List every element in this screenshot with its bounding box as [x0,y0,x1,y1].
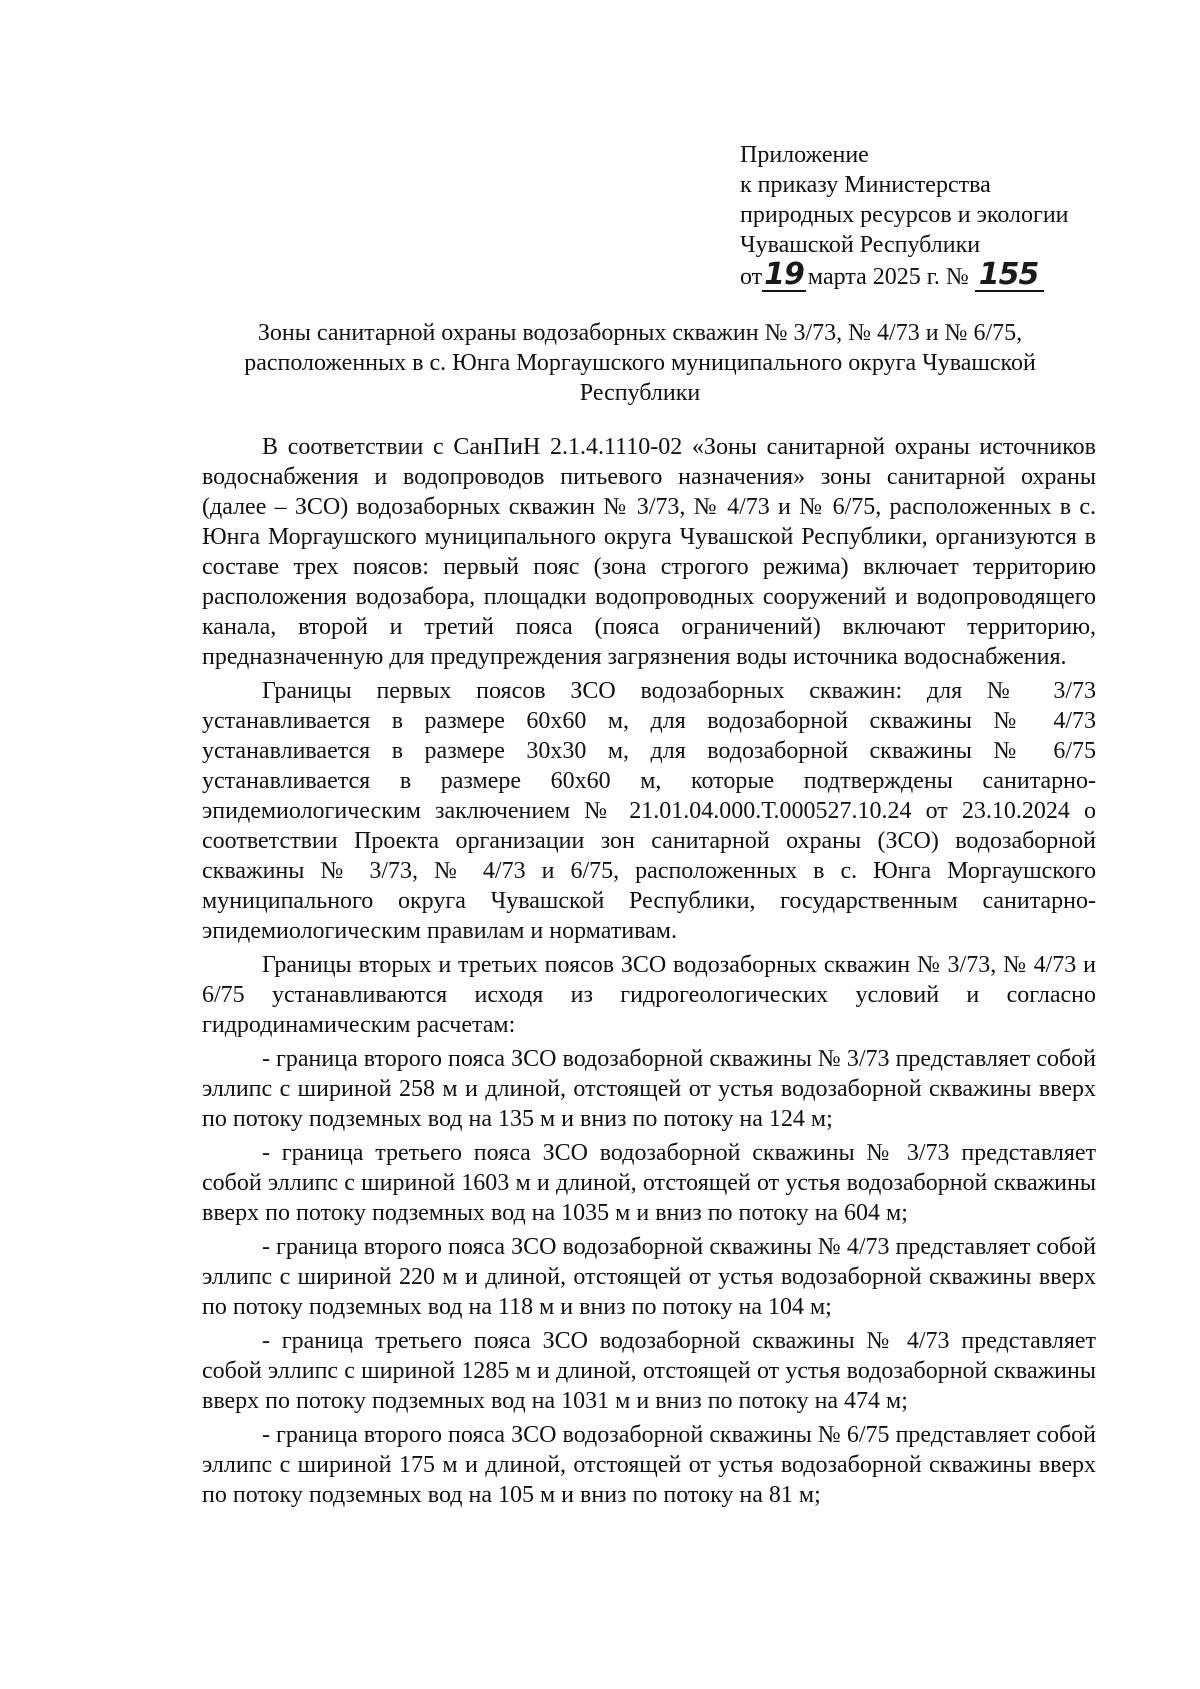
paragraph-first-belts: Границы первых поясов ЗСО водозаборных скважин: для № 3/73 устанавливается в размере 60х60 м, для водозаборной скважины № 4/73 устанавливается в размере 30х30 м, для водозаборной скважины № 6/75 устанавливается в размере 60х60 м, которые подтверждены санитарно-эпидемиологическим заключением № 21.01.04.000.Т.000527.10.24 от 23.10.2024 о соответствии Проекта организации зон санитарной охраны (ЗСО) водозаборной скважины № 3/73, № 4/73 и 6/75, расположенных в с. Юнга Моргаушского муниципального округа Чувашской Республики, государственным санитарно-эпидемиологическим правилам и нормативам. [202,678,1096,944]
appendix-order-ref: к приказу Министерства [740,172,991,198]
title-line-1: Зоны санитарной охраны водозаборных скважин № 3/73, № 4/73 и № 6/75, [257,320,1023,346]
appendix-ministry: природных ресурсов и экологии [740,202,1069,228]
title-line-2: расположенных в с. Юнга Моргаушского муниципального округа Чувашской [244,350,1036,376]
document-title [200,318,1080,408]
list-item-second-belt-3-73: - граница второго пояса ЗСО водозаборной скважины № 3/73 представляет собой эллипс с шириной 258 м и длиной, отстоящей от устья водозаборной скважины вверх по потоку подземных вод на 135 м и вниз по потоку на 124 м; [202,1046,1096,1132]
appendix-label: Приложение [740,142,869,168]
appendix-republic: Чувашской Республики [740,232,981,258]
document-body [202,432,1096,1514]
list-item-second-belt-4-73: - граница второго пояса ЗСО водозаборной скважины № 4/73 представляет собой эллипс с шириной 220 м и длиной, отстоящей от устья водозаборной скважины вверх по потоку подземных вод на 118 м и вниз по потоку на 104 м; [202,1234,1096,1320]
handwritten-day: 19 [764,257,804,292]
title-line-3: Республики [579,380,701,406]
appendix-header [740,140,1180,292]
appendix-date-line [740,257,1180,292]
list-item-second-belt-6-75: - граница второго пояса ЗСО водозаборной скважины № 6/75 представляет собой эллипс с шириной 175 м и длиной, отстоящей от устья водозаборной скважины вверх по потоку подземных вод на 105 м и вниз по потоку на 81 м; [202,1422,1096,1508]
paragraph-second-third-belts: Границы вторых и третьих поясов ЗСО водозаборных скважин № 3/73, № 4/73 и 6/75 устанавливаются исходя из гидрогеологических условий и согласно гидродинамическим расчетам: [202,952,1096,1038]
date-prefix: от [740,264,763,290]
paragraph-intro: В соответствии с СанПиН 2.1.4.1110-02 «Зоны санитарной охраны источников водоснабжения и водопроводов питьевого назначения» зоны санитарной охраны (далее – ЗСО) водозаборных скважин № 3/73, № 4/73 и № 6/75, расположенных в с. Юнга Моргаушского муниципального округа Чувашской Республики, организуются в составе трех поясов: первый пояс (зона строгого режима) включает территорию расположения водозабора, площадки водопроводных сооружений и водопроводящего канала, второй и третий пояса (пояса ограничений) включают территорию, предназначенную для предупреждения загрязнения воды источника водоснабжения. [202,434,1096,670]
date-rest: марта 2025 г. № [807,264,969,290]
list-item-third-belt-4-73: - граница третьего пояса ЗСО водозаборной скважины № 4/73 представляет собой эллипс с шириной 1285 м и длиной, отстоящей от устья водозаборной скважины вверх по потоку подземных вод на 1031 м и вниз по потоку на 474 м; [202,1328,1096,1414]
handwritten-order-number: 155 [975,260,1045,292]
list-item-third-belt-3-73: - граница третьего пояса ЗСО водозаборной скважины № 3/73 представляет собой эллипс с шириной 1603 м и длиной, отстоящей от устья водозаборной скважины вверх по потоку подземных вод на 1035 м и вниз по потоку на 604 м; [202,1140,1096,1226]
